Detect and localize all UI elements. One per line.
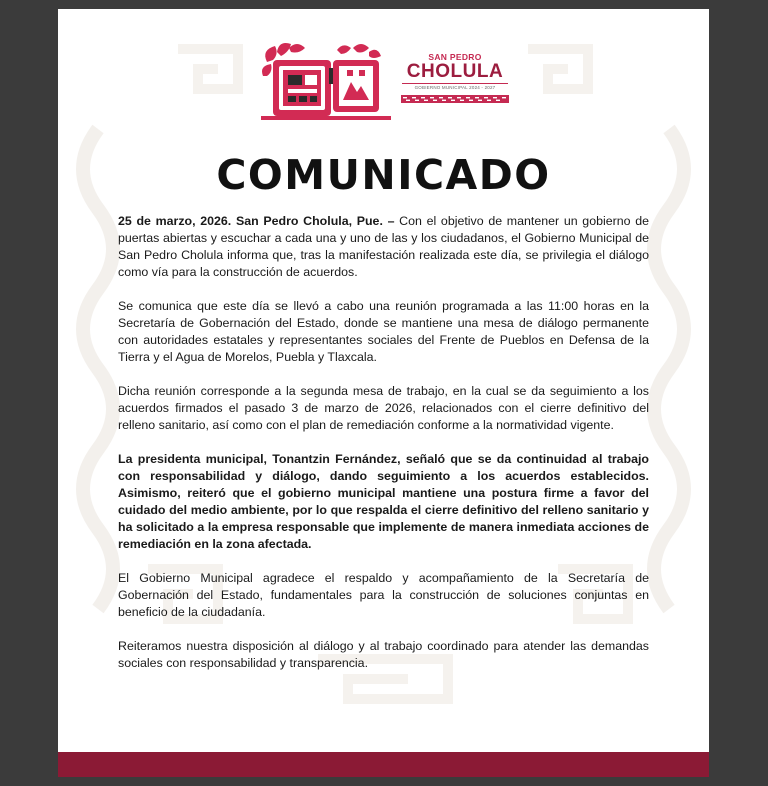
- municipal-logo: [261, 42, 509, 122]
- brand-wordmark: [401, 52, 509, 108]
- brand-city-prefix: SAN PEDRO: [428, 52, 482, 62]
- paragraph-meeting: Se comunica que este día se llevó a cabo una reunión programada a las 11:00 horas en la Secretaría de Gobernación del Estado, donde se mantiene una mesa de diálogo permanente con autoridades estatales y representantes sociales del Frente de Pueblos en Defensa de la Tierra y el Agua de Morelos, Puebla y Tlaxcala.: [118, 299, 649, 364]
- paragraph-followup: Dicha reunión corresponde a la segunda mesa de trabajo, en la cual se da seguimiento a los acuerdos firmados el pasado 3 de marzo de 2026, relacionados con el cierre definitivo del relleno sanitario, así como con el plan de remediación conforme a la normatividad vigente.: [118, 384, 649, 432]
- paragraph-closing: Reiteramos nuestra disposición al diálogo y al trabajo coordinado para atender las demandas sociales con responsabilidad y transparencia.: [118, 639, 649, 670]
- document-page: [58, 9, 709, 777]
- cholula-glyph-icon: [261, 42, 391, 120]
- dateline: 25 de marzo, 2026. San Pedro Cholula, Pue. –: [118, 214, 395, 228]
- brand-subtitle: GOBIERNO MUNICIPAL 2024 - 2027: [414, 85, 496, 90]
- paragraph-president-statement: La presidenta municipal, Tonantzin Fernández, señaló que se da continuidad al trabajo con responsabilidad y diálogo, dando seguimiento a los acuerdos establecidos. Asimismo, reiteró que el gobierno municipal mantiene una postura firme a favor del cuidado del medio ambiente, por lo que respalda el cierre definitivo del relleno sanitario y ha solicitado a la empresa responsable que implemente de manera inmediata acciones de remediación en la zona afectada.: [118, 452, 649, 551]
- fret-pattern-icon: [401, 95, 509, 103]
- intro-text: Con el objetivo de mantener un gobierno de puertas abiertas y escuchar a cada una y uno de las y los ciudadanos, el Gobierno Municipal de San Pedro Cholula informa que, tras la manifestación realizada este día, se privilegia el diálogo como vía para la construcción de acuerdos.: [118, 214, 650, 279]
- paragraph-thanks: El Gobierno Municipal agradece el respaldo y acompañamiento de la Secretaría de Gobernación del Estado, fundamentales para la construcción de soluciones conjuntas en beneficio de la ciudadanía.: [118, 571, 649, 619]
- document-title: COMUNICADO: [216, 151, 551, 199]
- footer-band: [58, 752, 709, 777]
- brand-city-name: CHOLULA: [406, 61, 504, 82]
- brand-divider: [402, 83, 508, 84]
- paragraph-intro: [118, 213, 649, 281]
- document-body: [118, 213, 649, 689]
